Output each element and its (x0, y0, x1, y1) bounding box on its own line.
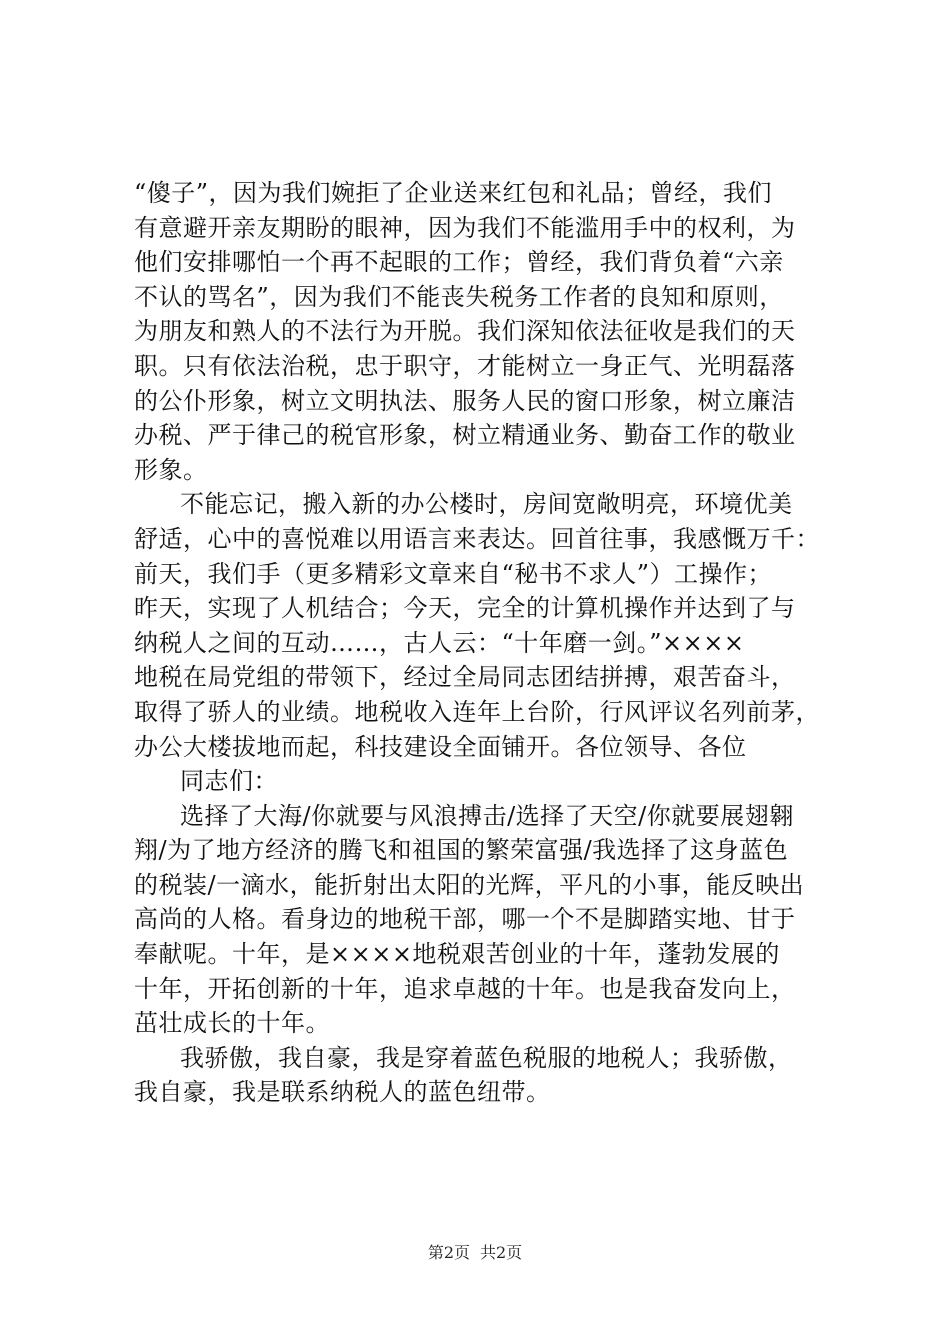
text-line: 他们安排哪怕一个再不起眼的工作；曾经，我们背负着“六亲 (134, 248, 784, 277)
text-line: 不能忘记，搬入新的办公楼时，房间宽敞明亮，环境优美 (180, 490, 793, 519)
paragraph (134, 799, 824, 1041)
text-line: 前天，我们手（更多精彩文章来自“秘书不求人”）工操作； (134, 559, 773, 588)
text-line: 的税装/一滴水，能折射出太阳的光辉，平凡的小事，能反映出 (134, 870, 805, 899)
text-line: 纳税人之间的互动……，古人云：“十年磨一剑。”×××× (134, 628, 745, 657)
text-line: 同志们： (180, 767, 278, 796)
text-line: 不认的骂名”，因为我们不能丧失税务工作者的良知和原则， (134, 282, 784, 311)
text-line: 茁壮成长的十年。 (134, 1009, 330, 1038)
text-line: 为朋友和熟人的不法行为开脱。我们深知依法征收是我们的天 (134, 317, 796, 346)
text-line: 职。只有依法治税，忠于职守，才能树立一身正气、光明磊落 (134, 351, 796, 380)
text-line: 办税、严于律己的税官形象，树立精通业务、勤奋工作的敬业 (134, 421, 796, 450)
paragraph (134, 764, 824, 799)
text-line: “傻子”，因为我们婉拒了企业送来红包和礼品；曾经，我们 (134, 179, 773, 207)
text-line: 形象。 (134, 455, 208, 484)
text-line: 昨天，实现了人机结合；今天，完全的计算机操作并达到了与 (134, 594, 796, 623)
text-line: 取得了骄人的业绩。地税收入连年上台阶，行风评议名列前茅， (134, 697, 820, 726)
text-line: 有意避开亲友期盼的眼神，因为我们不能滥用手中的权利，为 (134, 213, 796, 242)
text-line: 十年，开拓创新的十年，追求卓越的十年。也是我奋发向上， (134, 974, 796, 1003)
text-line: 高尚的人格。看身边的地税干部，哪一个不是脚踏实地、甘于 (134, 905, 796, 934)
page-total: 共2页 (480, 1243, 523, 1262)
document-body (134, 176, 824, 1110)
text-line: 地税在局党组的带领下，经过全局同志团结拼搏，艰苦奋斗， (134, 663, 796, 692)
text-line: 的公仆形象，树立文明执法、服务人民的窗口形象，树立廉洁 (134, 386, 796, 415)
text-line: 翔/为了地方经济的腾飞和祖国的繁荣富强/我选择了这身蓝色 (134, 836, 789, 865)
paragraph (134, 176, 824, 487)
text-line: 舒适，心中的喜悦难以用语言来表达。回首往事，我感慨万千： (134, 524, 820, 553)
text-line: 选择了大海/你就要与风浪搏击/选择了天空/你就要展翅翱 (180, 801, 794, 830)
page-number: 第2页 (427, 1243, 470, 1262)
text-line: 奉献呢。十年，是××××地税艰苦创业的十年，蓬勃发展的 (134, 940, 780, 969)
text-line: 我骄傲，我自豪，我是穿着蓝色税服的地税人；我骄傲， (180, 1043, 793, 1072)
paragraph (134, 487, 824, 764)
paragraph (134, 1041, 824, 1110)
text-line: 我自豪，我是联系纳税人的蓝色纽带。 (134, 1078, 551, 1107)
text-line: 办公大楼拔地而起，科技建设全面铺开。各位领导、各位 (134, 732, 747, 761)
page-footer (0, 1243, 950, 1263)
